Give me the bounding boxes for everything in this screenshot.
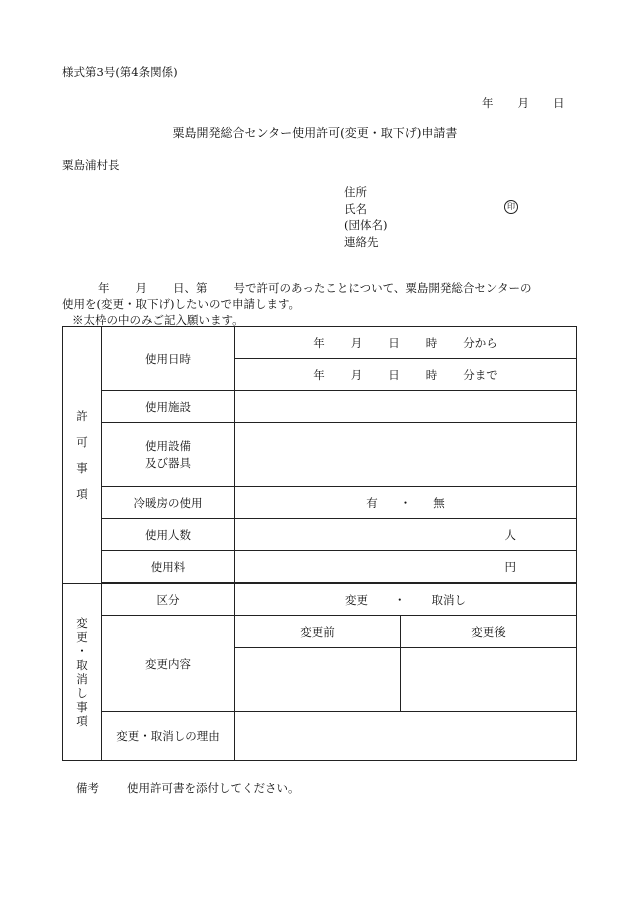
page-title: 粟島開発総合センター使用許可(変更・取下げ)申請書 bbox=[172, 126, 458, 140]
table-row bbox=[63, 519, 577, 551]
people-field[interactable]: 人 bbox=[235, 519, 577, 551]
permission-section-label: 許 可 事 項 bbox=[63, 327, 102, 584]
date-month: 月 bbox=[517, 96, 529, 110]
name-label: 氏名 bbox=[344, 201, 367, 216]
intro-text-1: 号で許可のあったことについて、粟島開発総合センターの bbox=[233, 281, 532, 295]
category-choice[interactable]: 変更 ・ 取消し bbox=[235, 584, 577, 616]
remarks-text: 使用許可書を添付してください。 bbox=[127, 781, 300, 795]
people-label: 使用人数 bbox=[102, 519, 235, 551]
intro-year: 年 bbox=[98, 281, 110, 295]
intro-day: 日、第 bbox=[173, 281, 208, 295]
group-label: (団体名) bbox=[344, 218, 388, 232]
note: ※太枠の中のみご記入願います。 bbox=[72, 313, 244, 327]
remarks bbox=[76, 780, 300, 796]
category-label: 区分 bbox=[102, 584, 235, 616]
before-field[interactable] bbox=[235, 648, 401, 712]
usage-datetime-label: 使用日時 bbox=[102, 327, 235, 391]
intro-month: 月 bbox=[135, 281, 147, 295]
date-day: 日 bbox=[553, 96, 565, 110]
table-row bbox=[63, 487, 577, 519]
after-field[interactable] bbox=[401, 648, 577, 712]
form-number: 様式第3号(第4条関係) bbox=[62, 65, 178, 79]
before-header: 変更前 bbox=[235, 616, 401, 648]
table-row bbox=[63, 327, 577, 359]
facility-field[interactable] bbox=[235, 391, 577, 423]
seal-icon: 印 bbox=[504, 200, 518, 214]
usage-to-field[interactable]: 年 月 日 時 分まで bbox=[235, 359, 577, 391]
table-row bbox=[63, 423, 577, 487]
table-row bbox=[63, 551, 577, 583]
change-contents-label: 変更内容 bbox=[102, 616, 235, 712]
heating-yes[interactable]: 有 bbox=[366, 495, 378, 510]
table-row bbox=[63, 712, 577, 761]
application-table bbox=[62, 326, 577, 761]
table-row bbox=[63, 584, 577, 616]
applicant-block bbox=[344, 184, 387, 250]
heating-no[interactable]: 無 bbox=[433, 495, 445, 510]
intro-text-2: 使用を(変更・取下げ)したいので申請します。 bbox=[62, 297, 301, 311]
reason-label: 変更・取消しの理由 bbox=[102, 712, 235, 761]
table-row bbox=[63, 616, 577, 648]
intro-paragraph bbox=[62, 280, 531, 312]
remarks-label: 備考 bbox=[76, 781, 99, 795]
contact-label: 連絡先 bbox=[344, 234, 379, 249]
category-change[interactable]: 変更 bbox=[345, 592, 368, 607]
equipment-field[interactable] bbox=[235, 423, 577, 487]
change-section-label: 変 更 ・ 取 消 し 事 項 bbox=[63, 584, 102, 761]
addressee: 粟島浦村長 bbox=[62, 158, 120, 172]
date-line bbox=[482, 95, 565, 111]
facility-label: 使用施設 bbox=[102, 391, 235, 423]
fee-field[interactable]: 円 bbox=[235, 551, 577, 583]
table-row bbox=[63, 391, 577, 423]
address-label: 住所 bbox=[344, 185, 367, 199]
heating-choice[interactable]: 有 ・ 無 bbox=[235, 487, 577, 519]
after-header: 変更後 bbox=[401, 616, 577, 648]
fee-label: 使用料 bbox=[102, 551, 235, 583]
equipment-label: 使用設備 及び器具 bbox=[102, 423, 235, 487]
category-cancel[interactable]: 取消し bbox=[431, 592, 466, 607]
date-year: 年 bbox=[482, 96, 494, 110]
heating-label: 冷暖房の使用 bbox=[102, 487, 235, 519]
usage-from-field[interactable]: 年 月 日 時 分から bbox=[235, 327, 577, 359]
reason-field[interactable] bbox=[235, 712, 577, 761]
